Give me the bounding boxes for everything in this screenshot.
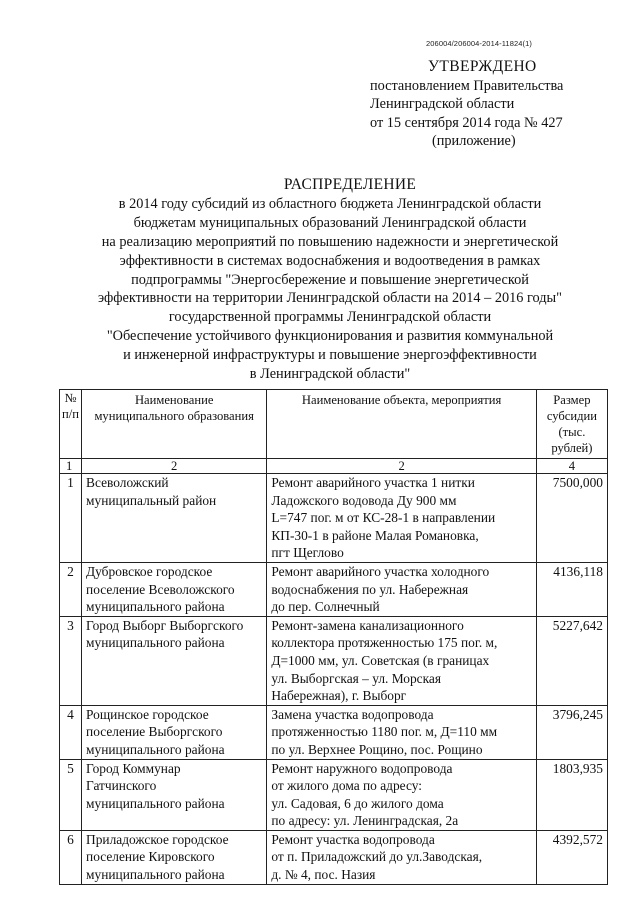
row-amount: 5227,642 (536, 616, 607, 705)
approval-line-3: от 15 сентября 2014 года № 427 (370, 114, 563, 131)
approval-block (370, 58, 620, 151)
row-municipality: Город Коммунар Гатчинского муниципального района (82, 759, 267, 830)
column-number-row (60, 459, 608, 474)
row-num: 6 (60, 830, 82, 884)
title-line: эффективности в системах водоснабжения и водоотведения в рамках (119, 252, 541, 269)
table-row (60, 759, 608, 830)
row-num: 1 (60, 474, 82, 563)
row-object: Ремонт-замена канализационного коллектора протяженностью 175 пог. м, Д=1000 мм, ул. Советская (в границах ул. Выборгская – ул. Морская Набережная), г. Выборг (267, 616, 536, 705)
table-row (60, 474, 608, 563)
row-amount: 1803,935 (536, 759, 607, 830)
row-num: 3 (60, 616, 82, 705)
row-amount: 4392,572 (536, 830, 607, 884)
table-header-row (60, 390, 608, 459)
column-number: 4 (536, 459, 607, 474)
column-number: 1 (60, 459, 82, 474)
table-row (60, 562, 608, 616)
row-num: 5 (60, 759, 82, 830)
row-municipality: Приладожское городское поселение Кировского муниципального района (82, 830, 267, 884)
row-num: 4 (60, 705, 82, 759)
subsidy-table (59, 389, 608, 885)
row-object: Замена участка водопровода протяженностью 1180 пог. м, Д=110 мм по ул. Верхнее Рощино, пос. Рощино (267, 705, 536, 759)
row-amount: 7500,000 (536, 474, 607, 563)
title-line: и инженерной инфраструктуры и повышение энергоэффективности (123, 347, 537, 364)
row-municipality: Рощинское городское поселение Выборгского муниципального района (82, 705, 267, 759)
row-amount: 4136,118 (536, 562, 607, 616)
row-object: Ремонт участка водопровода от п. Приладожский до ул.Заводская, д. № 4, пос. Назия (267, 830, 536, 884)
title-line: эффективности на территории Ленинградской области на 2014 – 2016 годы" (98, 290, 562, 307)
title-line: бюджетам муниципальных образований Ленинградской области (133, 214, 527, 231)
row-num: 2 (60, 562, 82, 616)
title-line: на реализацию мероприятий по повышению надежности и энергетической (101, 233, 559, 250)
document-title (40, 176, 620, 384)
header-object: Наименование объекта, мероприятия (267, 390, 536, 459)
title-line: "Обеспечение устойчивого функционирования и развития коммунальной (106, 328, 554, 345)
title-line: в Ленинградской области" (249, 366, 411, 383)
title-line: в 2014 году субсидий из областного бюджета Ленинградской области (118, 195, 542, 212)
title-line: государственной программы Ленинградской области (168, 309, 492, 326)
row-amount: 3796,245 (536, 705, 607, 759)
approval-line-4: (приложение) (432, 133, 516, 149)
title-heading: РАСПРЕДЕЛЕНИЕ (283, 176, 417, 193)
header-amount: Размер субсидии (тыс. рублей) (536, 390, 607, 459)
header-num: № п/п (60, 390, 82, 459)
document-id: 206004/206004-2014-11824(1) (426, 39, 532, 48)
row-object: Ремонт аварийного участка 1 нитки Ладожского водовода Ду 900 мм L=747 пог. м от КС-28-1 в направлении КП-30-1 в районе Малая Романовка, пгт Щеглово (267, 474, 536, 563)
table-row (60, 830, 608, 884)
title-line: подпрограммы "Энергосбережение и повышение энергетической (131, 271, 529, 288)
row-municipality: Дубровское городское поселение Всеволожского муниципального района (82, 562, 267, 616)
table-row (60, 616, 608, 705)
table-row (60, 705, 608, 759)
row-municipality: Всеволожский муниципальный район (82, 474, 267, 563)
approval-heading: УТВЕРЖДЕНО (428, 58, 537, 75)
column-number: 2 (267, 459, 536, 474)
approval-line-2: Ленинградской области (370, 96, 515, 112)
row-object: Ремонт наружного водопровода от жилого дома по адресу: ул. Садовая, 6 до жилого дома по адресу: ул. Ленинградская, 2а (267, 759, 536, 830)
row-municipality: Город Выборг Выборгского муниципального района (82, 616, 267, 705)
column-number: 2 (82, 459, 267, 474)
row-object: Ремонт аварийного участка холодного водоснабжения по ул. Набережная до пер. Солнечный (267, 562, 536, 616)
approval-line-1: постановлением Правительства (370, 77, 564, 94)
header-municipality: Наименование муниципального образования (82, 390, 267, 459)
